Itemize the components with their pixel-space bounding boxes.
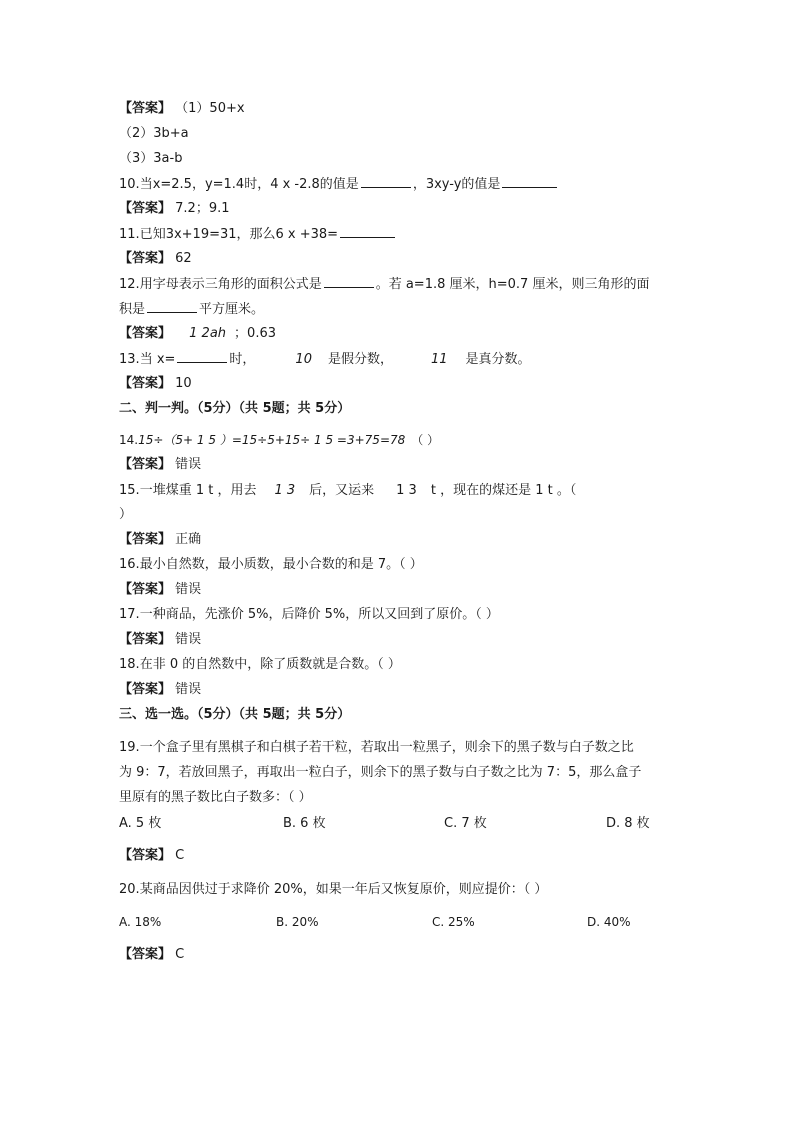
option-c: C. 25% bbox=[432, 915, 475, 929]
answer-tag: 【答案】 bbox=[119, 632, 172, 647]
answer-fraction: 1 2ah bbox=[189, 326, 227, 341]
question-text: 后，又运来 bbox=[309, 483, 375, 498]
answer-14 bbox=[119, 457, 201, 473]
question-text: 已知3x+19=31，那么6 x +38= bbox=[139, 227, 339, 242]
question-text: 当x=2.5，y=1.4时，4 x -2.8的值是 bbox=[139, 177, 359, 192]
question-number: 18. bbox=[119, 657, 140, 672]
q9-answer-line-2: （2）3b+a bbox=[119, 126, 189, 141]
answer-tag: 【答案】 bbox=[119, 457, 172, 472]
answer-10 bbox=[119, 201, 230, 217]
fill-blank bbox=[177, 351, 227, 363]
question-text: t ，现在的煤还是 1 t 。（ bbox=[430, 483, 577, 498]
answer-text: 错误 bbox=[175, 682, 202, 697]
fraction: 10 bbox=[295, 352, 312, 367]
question-number: 17. bbox=[119, 607, 140, 622]
question-text: 是真分数。 bbox=[465, 352, 531, 367]
fill-blank bbox=[502, 176, 557, 188]
question-text: 。若 a=1.8 厘米，h=0.7 厘米，则三角形的面 bbox=[375, 277, 650, 292]
question-number: 20. bbox=[119, 882, 140, 897]
section-title-3: 三、选一选。（5分）（共 5题；共 5分） bbox=[119, 707, 351, 722]
question-text: 平方厘米。 bbox=[199, 302, 265, 317]
answer-text: 7.2；9.1 bbox=[175, 201, 230, 216]
question-13 bbox=[119, 351, 531, 368]
question-17 bbox=[119, 607, 499, 623]
question-number: 13. bbox=[119, 352, 140, 367]
q9-answer-line-1 bbox=[119, 101, 245, 117]
question-19-line-1 bbox=[119, 740, 634, 756]
question-text: 用字母表示三角形的面积公式是 bbox=[139, 277, 322, 292]
question-text: 最小自然数，最小质数，最小合数的和是 7。（ ） bbox=[139, 557, 423, 572]
question-14 bbox=[119, 432, 439, 448]
answer-tag: 【答案】 bbox=[119, 201, 172, 216]
question-15-line-1 bbox=[119, 483, 576, 499]
question-number: 12. bbox=[119, 277, 140, 292]
answer-17 bbox=[119, 632, 201, 648]
question-text: 一堆煤重 1 t ，用去 bbox=[139, 483, 257, 498]
answer-tag: 【答案】 bbox=[119, 848, 172, 863]
question-text: 积是 bbox=[119, 302, 146, 317]
question-number: 16. bbox=[119, 557, 140, 572]
option-c: C. 7 枚 bbox=[444, 816, 487, 831]
option-d: D. 40% bbox=[587, 915, 631, 929]
answer-11 bbox=[119, 251, 192, 267]
answer-19 bbox=[119, 848, 184, 864]
option-d: D. 8 枚 bbox=[606, 816, 650, 831]
fill-blank bbox=[147, 301, 197, 313]
answer-tag: 【答案】 bbox=[119, 682, 172, 697]
question-text: 在非 0 的自然数中，除了质数就是合数。（ ） bbox=[139, 657, 401, 672]
answer-text: C bbox=[175, 848, 185, 863]
question-19-line-2: 为 9：7，若放回黑子，再取出一粒白子，则余下的黑子数与白子数之比为 7：5，那么盒子 bbox=[119, 765, 642, 780]
question-15-line-2: ） bbox=[119, 507, 133, 522]
q9-answer-line-3: （3）3a-b bbox=[119, 151, 183, 166]
answer-tag: 【答案】 bbox=[119, 326, 172, 341]
option-b: B. 6 枚 bbox=[283, 816, 326, 831]
answer-text: 错误 bbox=[175, 582, 202, 597]
question-number: 14. bbox=[119, 433, 139, 447]
answer-text: 错误 bbox=[175, 632, 202, 647]
answer-tag: 【答案】 bbox=[119, 947, 172, 962]
answer-tag: 【答案】 bbox=[119, 251, 172, 266]
option-a: A. 18% bbox=[119, 915, 162, 929]
fraction: 1 3 bbox=[274, 483, 296, 498]
fraction: 1 3 bbox=[396, 483, 417, 498]
option-a: A. 5 枚 bbox=[119, 816, 162, 831]
question-text: ，3xy-y的值是 bbox=[412, 177, 501, 192]
answer-text: 10 bbox=[175, 376, 192, 391]
question-text: 某商品因供过于求降价 20%，如果一年后又恢复原价，则应提价：（ ） bbox=[139, 882, 548, 897]
answer-text: 错误 bbox=[175, 457, 202, 472]
answer-tag: 【答案】 bbox=[119, 101, 172, 116]
question-number: 15. bbox=[119, 483, 140, 498]
answer-text: 正确 bbox=[175, 532, 202, 547]
answer-text: 62 bbox=[175, 251, 192, 266]
answer-text: C bbox=[175, 947, 185, 962]
answer-18 bbox=[119, 682, 201, 698]
answer-12 bbox=[119, 326, 276, 342]
question-number: 10. bbox=[119, 177, 140, 192]
question-text: 当 x= bbox=[139, 352, 176, 367]
answer-text: ；0.63 bbox=[234, 326, 276, 341]
question-18 bbox=[119, 657, 401, 673]
question-text: 时， bbox=[229, 352, 256, 367]
question-text: 一个盒子里有黑棋子和白棋子若干粒，若取出一粒黑子，则余下的黑子数与白子数之比 bbox=[139, 740, 634, 755]
answer-16 bbox=[119, 582, 201, 598]
answer-paren: （ ） bbox=[411, 433, 440, 447]
question-12-line-2 bbox=[119, 301, 264, 318]
fill-blank bbox=[340, 226, 395, 238]
answer-text: （1）50+x bbox=[175, 101, 245, 116]
question-19-line-3: 里原有的黑子数比白子数多：（ ） bbox=[119, 790, 312, 805]
question-text: 15÷（5+ 1 5 ）=15÷5+15÷ 1 5 =3+75=78 bbox=[138, 433, 406, 447]
question-number: 19. bbox=[119, 740, 140, 755]
answer-13 bbox=[119, 376, 192, 392]
section-title-2: 二、判一判。（5分）（共 5题；共 5分） bbox=[119, 401, 351, 416]
question-12-line-1 bbox=[119, 276, 649, 293]
fraction: 11 bbox=[430, 352, 448, 367]
answer-tag: 【答案】 bbox=[119, 532, 172, 547]
answer-tag: 【答案】 bbox=[119, 582, 172, 597]
question-10 bbox=[119, 176, 559, 193]
question-11 bbox=[119, 226, 397, 243]
answer-20 bbox=[119, 947, 184, 963]
question-text: 一种商品，先涨价 5%，后降价 5%，所以又回到了原价。（ ） bbox=[139, 607, 499, 622]
question-20 bbox=[119, 882, 547, 898]
fill-blank bbox=[324, 276, 374, 288]
option-b: B. 20% bbox=[276, 915, 319, 929]
question-16 bbox=[119, 557, 423, 573]
answer-15 bbox=[119, 532, 201, 548]
answer-tag: 【答案】 bbox=[119, 376, 172, 391]
question-number: 11. bbox=[119, 227, 140, 242]
fill-blank bbox=[361, 176, 411, 188]
question-text: 是假分数， bbox=[327, 352, 393, 367]
